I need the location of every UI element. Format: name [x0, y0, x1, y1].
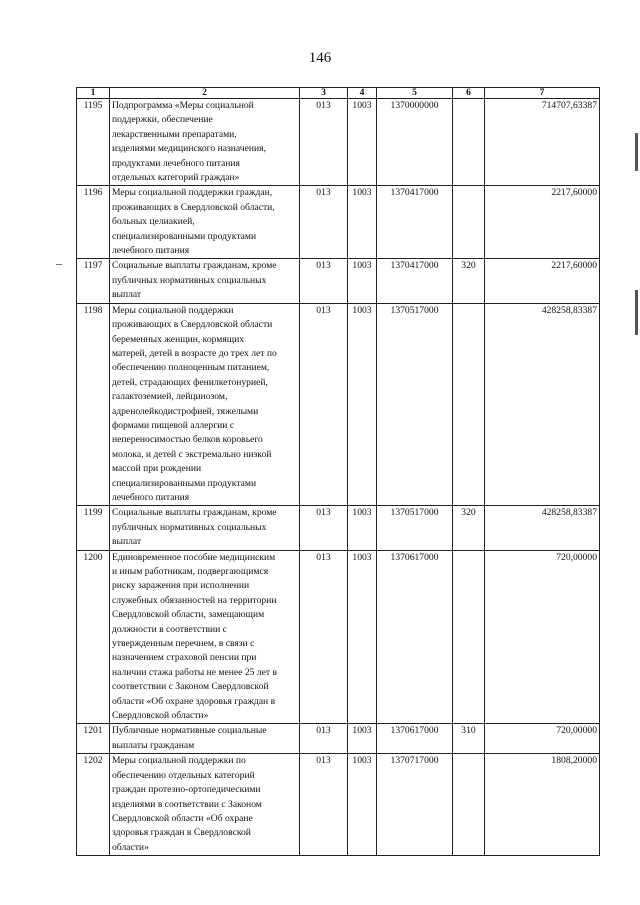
row-dept-code: 013 [300, 550, 348, 724]
row-name [110, 186, 300, 259]
row-section-code: 1003 [348, 99, 377, 186]
row-name-line: формами пищевой аллергии с [112, 419, 235, 431]
header-col-5: 5 [377, 88, 453, 99]
row-expense-code: 320 [453, 259, 485, 303]
header-col-4: 4 [348, 88, 377, 99]
row-name-line: Единовременное пособие медицинским [112, 551, 276, 563]
row-number: 1202 [77, 754, 110, 856]
row-name-line: публичных нормативных социальных [112, 274, 267, 286]
row-name-line: риску заражения при исполнении [112, 580, 250, 592]
row-section-code: 1003 [348, 259, 377, 303]
row-dept-code: 013 [300, 259, 348, 303]
row-name [110, 303, 300, 506]
header-row [77, 88, 600, 99]
row-name-line: продуктами лечебного питания [112, 157, 240, 169]
row-name-line: галактоземией, лейцинозом, [112, 391, 228, 403]
row-section-code: 1003 [348, 550, 377, 724]
row-number: 1200 [77, 550, 110, 724]
row-dept-code: 013 [300, 754, 348, 856]
row-name-line: лекарственными препаратами, [112, 128, 237, 140]
row-name-line: Публичные нормативные социальные [112, 725, 267, 737]
row-name-line: Свердловской области «Об охране [112, 812, 253, 824]
header-col-7: 7 [485, 88, 600, 99]
row-name-line: Свердловской области, замещающим [112, 609, 265, 621]
row-name-line: лечебного питания [112, 245, 190, 257]
row-name-line: области» [112, 841, 149, 853]
row-amount: 720,00000 [485, 724, 600, 754]
row-number: 1201 [77, 724, 110, 754]
row-expense-code [453, 186, 485, 259]
row-expense-code [453, 754, 485, 856]
row-name-line: молока, и детей с экстремально низкой [112, 448, 272, 460]
row-target-code: 1370617000 [377, 550, 453, 724]
row-name [110, 99, 300, 186]
row-name-line: Меры социальной поддержки по [112, 755, 246, 767]
row-dept-code: 013 [300, 303, 348, 506]
row-number: 1198 [77, 303, 110, 506]
row-name-line: массой при рождении [112, 463, 202, 475]
row-name-line: изделиями в соответствии с Законом [112, 798, 262, 810]
row-dept-code: 013 [300, 506, 348, 550]
row-section-code: 1003 [348, 506, 377, 550]
row-name-line: Меры социальной поддержки граждан, [112, 187, 273, 199]
row-name-line: здоровья граждан в Свердловской [112, 827, 251, 839]
row-expense-code: 310 [453, 724, 485, 754]
row-target-code: 1370417000 [377, 259, 453, 303]
scan-margin-mark [56, 264, 62, 265]
table-row [77, 99, 600, 186]
row-name-line: изделиями медицинского назначения, [112, 143, 266, 155]
row-amount: 720,00000 [485, 550, 600, 724]
table-row [77, 550, 600, 724]
header-col-2: 2 [110, 88, 300, 99]
header-col-1: 1 [77, 88, 110, 99]
row-dept-code: 013 [300, 99, 348, 186]
row-target-code: 1370517000 [377, 303, 453, 506]
budget-table [76, 87, 600, 856]
row-name [110, 754, 300, 856]
row-number: 1199 [77, 506, 110, 550]
row-name-line: беременных женщин, кормящих [112, 333, 245, 345]
table-row [77, 259, 600, 303]
header-col-3: 3 [300, 88, 348, 99]
row-name-line: Свердловской области» [112, 710, 209, 722]
row-name-line: лечебного питания [112, 491, 190, 503]
table-row [77, 754, 600, 856]
row-name-line: служебных обязанностей на территории [112, 594, 277, 606]
row-amount: 2217,60000 [485, 186, 600, 259]
row-name-line: должности в соответствии с [112, 623, 227, 635]
row-name-line: проживающих в Свердловской области [112, 319, 273, 331]
table-row [77, 724, 600, 754]
row-name-line: адренолейкодистрофией, тяжелыми [112, 405, 259, 417]
row-amount: 2217,60000 [485, 259, 600, 303]
row-name-line: Социальные выплаты гражданам, кроме [112, 260, 277, 272]
table-row [77, 303, 600, 506]
row-number: 1197 [77, 259, 110, 303]
scan-edge-mark [635, 133, 638, 171]
row-name-line: назначением страховой пенсии при [112, 652, 257, 664]
row-expense-code: 320 [453, 506, 485, 550]
table-row [77, 186, 600, 259]
row-target-code: 1370517000 [377, 506, 453, 550]
row-amount: 714707,63387 [485, 99, 600, 186]
row-number: 1196 [77, 186, 110, 259]
row-section-code: 1003 [348, 303, 377, 506]
row-name-line: больных целиакией, [112, 216, 195, 228]
row-section-code: 1003 [348, 186, 377, 259]
row-name-line: поддержки, обеспечение [112, 114, 213, 126]
row-name-line: области «Об охране здоровья граждан в [112, 695, 276, 707]
row-name-line: обеспечению полноценным питанием, [112, 362, 270, 374]
row-name-line: отдельных категорий граждан» [112, 172, 240, 184]
row-expense-code [453, 303, 485, 506]
row-target-code: 1370417000 [377, 186, 453, 259]
row-name-line: утвержденным перечнем, в связи с [112, 638, 255, 650]
row-name-line: граждан протезно-ортопедическими [112, 784, 261, 796]
header-col-6: 6 [453, 88, 485, 99]
row-amount: 428258,83387 [485, 506, 600, 550]
row-name-line: матерей, детей в возрасте до трех лет по [112, 347, 277, 359]
row-target-code: 1370617000 [377, 724, 453, 754]
page-number: 146 [308, 50, 332, 66]
row-name-line: Социальные выплаты гражданам, кроме [112, 507, 277, 519]
row-name-line: обеспечению отдельных категорий [112, 769, 255, 781]
row-name-line: Меры социальной поддержки [112, 304, 234, 316]
row-name-line: специализированными продуктами [112, 477, 257, 489]
row-name-line: выплат [112, 536, 142, 548]
row-name-line: непереносимостью белков коровьего [112, 434, 263, 446]
row-name-line: наличии стажа работы не менее 25 лет в [112, 666, 277, 678]
row-name-line: соответствии с Законом Свердловской [112, 681, 269, 693]
row-name-line: публичных нормативных социальных [112, 521, 267, 533]
row-dept-code: 013 [300, 724, 348, 754]
row-section-code: 1003 [348, 754, 377, 856]
table-row [77, 506, 600, 550]
row-name [110, 506, 300, 550]
row-name [110, 550, 300, 724]
row-amount: 1808,20000 [485, 754, 600, 856]
row-name [110, 724, 300, 754]
row-name [110, 259, 300, 303]
row-expense-code [453, 550, 485, 724]
row-number: 1195 [77, 99, 110, 186]
row-name-line: и иным работникам, подвергающимся [112, 566, 269, 577]
row-name-line: проживающих в Свердловской области, [112, 201, 275, 213]
row-dept-code: 013 [300, 186, 348, 259]
row-name-line: детей, страдающих фенилкетонурией, [112, 376, 268, 388]
table-body [77, 99, 600, 856]
row-name-line: выплат [112, 289, 142, 301]
row-amount: 428258,83387 [485, 303, 600, 506]
row-name-line: специализированными продуктами [112, 230, 257, 242]
scan-edge-mark [635, 290, 638, 335]
row-section-code: 1003 [348, 724, 377, 754]
row-target-code: 1370000000 [377, 99, 453, 186]
row-name-line: выплаты гражданам [112, 739, 195, 751]
row-target-code: 1370717000 [377, 754, 453, 856]
row-expense-code [453, 99, 485, 186]
row-name-line: Подпрограмма «Меры социальной [112, 100, 254, 111]
